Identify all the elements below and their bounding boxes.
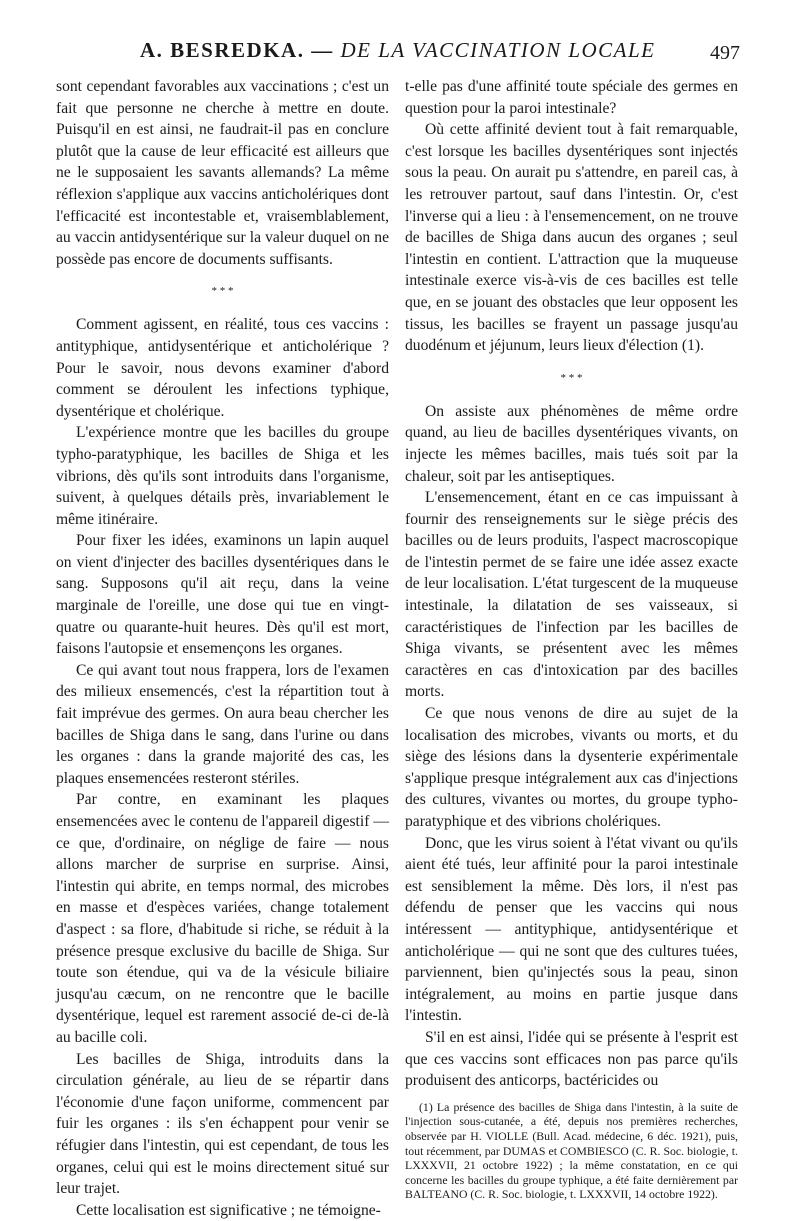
author-name: A. BESREDKA. <box>140 38 305 62</box>
paragraph: Donc, que les virus soient à l'état vivant ou qu'ils aient été tués, leur affinité pour la paroi intestinale est sensiblement la même. Dès lors, il n'est pas défendu de penser que les vaccins qui nous intéressent — antityphique, antidysentérique et anticholérique — qui ne sont que des cultures tuées, parviennent, bien qu'injectés sous la peau, sinon intégralement, au moins en partie jusque dans l'intestin. <box>405 834 738 1025</box>
paragraph: Pour fixer les idées, examinons un lapin auquel on vient d'injecter des bacilles dysentériques dans le sang. Supposons qu'il ait reçu, dans la veine marginale de l'oreille, une dose qui tue en vingt-quatre ou quarante-huit heures. Dès qu'il est mort, faisons l'autopsie et ensemençons les organes. <box>56 532 389 658</box>
page-number: 497 <box>710 42 740 64</box>
paragraph: Ce que nous venons de dire au sujet de la localisation des microbes, vivants ou morts, et du siège des lésions dans la dysenterie expérimentale s'applique presque intégralement aux cas d'injections des cultures, vivantes ou mortes, du groupe typho-paratyphique et des vibrions cholériques. <box>405 705 738 830</box>
separator-stars: * * * <box>211 285 234 298</box>
paragraph: sont cependant favorables aux vaccinations ; c'est un fait que personne ne cherche à mettre en doute. Puisqu'il en est ainsi, ne faudrait-il pas en conclure plutôt que la cause de leur efficacité est ailleurs que ne le supposaient les savants allemands? La même réflexion s'applique aux vaccins anticholériques dont l'efficacité est incontestable et, vraisemblablement, au vaccin antidysentérique sur la valeur duquel on ne possède pas encore de documents suffisants. <box>56 78 389 268</box>
left-column <box>56 76 389 1221</box>
footnote: (1) La présence des bacilles de Shiga dans l'intestin, à la suite de l'injection sous-cutanée, a été, depuis nos premières recherches, observée par H. VIOLLE (Bull. Acad. médecine, 6 déc. 1921), puis, tout récemment, par DUMAS et COMBIESCO (C. R. Soc. biologie, t. LXXXVII, 21 octobre 1922) ; la même constatation, en ce qui concerne les bacilles du groupe typhique, a été faite dernièrement par BALTEANO (C. R. Soc. biologie, t. LXXXVII, 14 octobre 1922). <box>405 1099 738 1202</box>
paragraph: S'il en est ainsi, l'idée qui se présente à l'esprit est que ces vaccins sont efficaces non pas parce qu'ils produisent des anticorps, bactéricides ou <box>405 1028 738 1090</box>
paragraph: L'expérience montre que les bacilles du groupe typho-paratyphique, les bacilles de Shiga et les vibrions, dès qu'ils sont introduits dans l'organisme, suivent, à quelques détails près, invariablement le même itinéraire. <box>56 424 389 528</box>
section-separator <box>56 286 389 296</box>
paragraph: Où cette affinité devient tout à fait remarquable, c'est lorsque les bacilles dysentériques sont injectés sous la peau. On aurait pu s'attendre, en pareil cas, à les retrouver partout, sauf dans l'intestin. Or, c'est l'inverse qui a lieu : à l'ensemencement, on ne trouve de bacilles de Shiga dans aucun des organes ; seul l'intestin en contient. L'attraction que la muqueuse intestinale exerce vis-à-vis de ces bacilles est telle que, en se jouant des obstacles que leur opposent les tissus, les bacilles se frayent un passage jusqu'au duodénum et jéjunum, leurs lieux d'élection (1). <box>405 121 738 355</box>
paragraph: Les bacilles de Shiga, introduits dans la circulation générale, au lieu de se répartir dans l'économie d'une façon uniforme, commencent par fuir les organes : ils s'en échappent pour venir se réfugier dans l'intestin, qui est cependant, de tous les organes, celui qui est le moins directement situé sur leur trajet. <box>56 1050 389 1198</box>
running-header <box>60 38 740 74</box>
paragraph: Ce qui avant tout nous frappera, lors de l'examen des milieux ensemencés, c'est la répartition tout à fait imprévue des germes. On aura beau chercher les bacilles de Shiga dans le sang, dans l'urine ou dans les organes : dans la grande majorité des cas, les plaques ensemencées resteront stériles. <box>56 661 389 787</box>
paragraph: Cette localisation est significative ; ne témoigne- <box>76 1201 381 1219</box>
paragraph: Comment agissent, en réalité, tous ces vaccins : antityphique, antidysentérique et anticholérique ? Pour le savoir, nous devons examiner d'abord comment se déroulent les infections typhique, dysentérique et cholérique. <box>56 316 389 420</box>
title-dash: — <box>311 38 334 62</box>
paragraph: Par contre, en examinant les plaques ensemencées avec le contenu de l'appareil digestif — ce que, d'ordinaire, on néglige de faire — nous allons marcher de surprise en surprise. Ainsi, l'intestin qui abrite, en temps normal, des microbes en masse et d'espèces variées, change totalement d'aspect : sa flore, d'habitude si riche, se réduit à la présence presque exclusive du bacille de Shiga. Sur toute son étendue, qui va de la vésicule biliaire jusqu'au cæcum, on ne rencontre que le bacille dysentérique, lequel est rarement associé de-ci de-là au bacille coli. <box>56 791 389 1046</box>
paragraph: On assiste aux phénomènes de même ordre quand, au lieu de bacilles dysentériques vivants, on injecte les mêmes bacilles, mais tués soit par la chaleur, soit par les antiseptiques. <box>405 402 738 485</box>
paragraph: L'ensemencement, étant en ce cas impuissant à fournir des renseignements sur le siège précis des bacilles ou de leurs produits, l'aspect macroscopique de l'intestin permet de se faire une idée assez exacte de leur localisation. L'état turgescent de la muqueuse intestinale, la dilatation de ses vaisseaux, si caractéristiques de l'infection par les bacilles de Shiga vivants, se présentent avec les mêmes caractères en cas d'intoxication par des bacilles morts. <box>405 489 738 701</box>
paragraph: t-elle pas d'une affinité toute spéciale des germes en question pour la paroi intestinale? <box>405 78 738 117</box>
running-title <box>140 38 656 63</box>
right-column <box>405 76 738 1202</box>
separator-stars: * * * <box>560 371 583 384</box>
article-title: DE LA VACCINATION LOCALE <box>340 38 656 62</box>
section-separator <box>405 373 738 383</box>
